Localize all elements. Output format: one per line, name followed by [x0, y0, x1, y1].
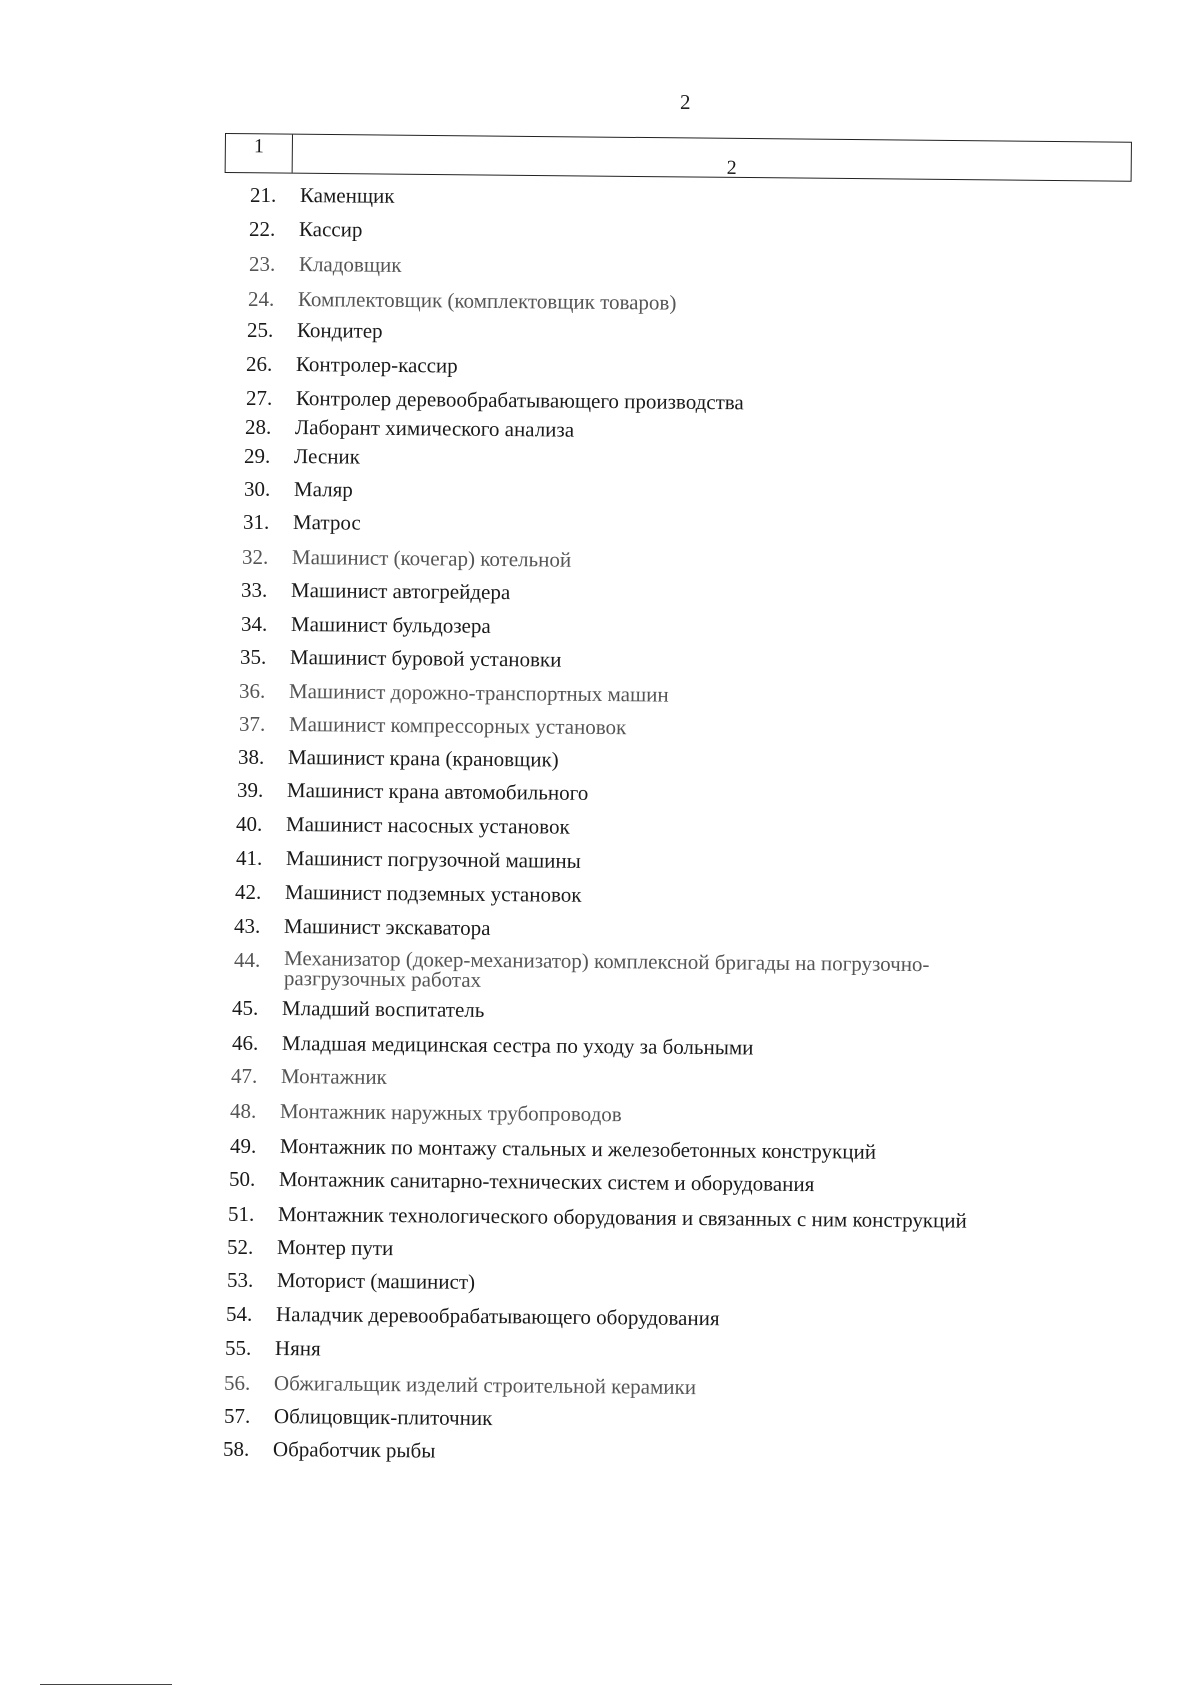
- item-text: Моторист (машинист): [276, 1268, 476, 1294]
- list-item: [248, 287, 677, 315]
- item-number: 35.: [240, 645, 267, 669]
- item-number: 44.: [234, 948, 261, 972]
- list-item: [229, 1167, 815, 1197]
- item-text: Кондитер: [296, 318, 383, 343]
- list-item: [236, 812, 570, 839]
- list-item: [232, 996, 484, 1020]
- list-item: [249, 217, 362, 241]
- list-item: [239, 712, 627, 740]
- list-item: [234, 914, 490, 938]
- item-number: 45.: [232, 996, 259, 1020]
- item-number: 22.: [249, 217, 276, 241]
- item-number: 57.: [224, 1404, 251, 1428]
- item-text: Лесник: [293, 444, 361, 469]
- item-text: Каменщик: [299, 183, 395, 208]
- item-number: 54.: [226, 1302, 253, 1326]
- list-item: [230, 1099, 622, 1127]
- item-number: 58.: [223, 1437, 250, 1461]
- header-cell-col1: 1: [226, 134, 293, 173]
- item-number: 37.: [239, 712, 266, 736]
- item-text: Кладовщик: [298, 252, 402, 277]
- item-text: Монтер пути: [276, 1235, 394, 1261]
- list-item: [244, 444, 360, 468]
- list-item: [236, 846, 581, 873]
- item-number: 42.: [235, 880, 262, 904]
- list-item: [240, 645, 562, 672]
- item-text: Машинист автогрейдера: [290, 578, 511, 605]
- list-item: [246, 386, 744, 415]
- item-text: Няня: [274, 1336, 321, 1361]
- list-item: [226, 1302, 720, 1331]
- item-number: 33.: [241, 578, 268, 602]
- item-number: 39.: [237, 778, 264, 802]
- list-item: [239, 679, 669, 707]
- item-text: Обработчик рыбы: [272, 1437, 436, 1463]
- item-text: Машинист погрузочной машины: [285, 846, 581, 873]
- list-item: [244, 477, 353, 501]
- list-item: [243, 510, 361, 534]
- item-number: 55.: [225, 1336, 252, 1360]
- item-text: Матрос: [292, 510, 361, 535]
- list-item: [234, 946, 1024, 992]
- item-number: 49.: [230, 1134, 257, 1158]
- list-item: [227, 1268, 475, 1292]
- list-item: [247, 318, 383, 342]
- list-item: [249, 252, 402, 276]
- item-text: Кассир: [298, 217, 363, 242]
- item-number: 56.: [224, 1371, 251, 1395]
- list-item: [242, 545, 572, 572]
- item-text: Маляр: [293, 477, 353, 502]
- item-number: 26.: [246, 352, 273, 376]
- list-item: [241, 578, 511, 605]
- item-text: Машинист дорожно-транспортных машин: [288, 679, 669, 707]
- item-text: Младшая медицинская сестра по уходу за больными: [281, 1031, 754, 1060]
- item-number: 53.: [227, 1268, 254, 1292]
- list-item: [245, 415, 575, 442]
- list-item: [225, 1336, 321, 1360]
- item-number: 48.: [230, 1099, 257, 1123]
- list-item: [238, 745, 559, 772]
- list-item: [224, 1404, 493, 1431]
- list-item: [241, 612, 491, 636]
- item-number: 36.: [239, 679, 266, 703]
- item-number: 50.: [229, 1167, 256, 1191]
- header-cell-col2: 2: [726, 156, 737, 179]
- item-text: Младший воспитатель: [281, 996, 485, 1022]
- item-number: 40.: [236, 812, 263, 836]
- item-text: Контролер деревообрабатывающего производства: [295, 386, 744, 415]
- item-number: 28.: [245, 415, 272, 439]
- item-number: 32.: [242, 545, 269, 569]
- item-text: Машинист бульдозера: [290, 612, 491, 638]
- item-text: Монтажник наружных трубопроводов: [279, 1099, 622, 1127]
- item-text: Контролер-кассир: [295, 352, 458, 378]
- item-number: 29.: [244, 444, 271, 468]
- item-text: Комплектовщик (комплектовщик товаров): [297, 287, 677, 315]
- item-number: 46.: [232, 1031, 259, 1055]
- footer-rule: [40, 1684, 172, 1685]
- item-number: 34.: [241, 612, 268, 636]
- item-text: Монтажник: [280, 1064, 387, 1090]
- list-item: [237, 778, 589, 805]
- item-text: Машинист крана автомобильного: [286, 778, 589, 805]
- item-number: 43.: [234, 914, 261, 938]
- item-number: 52.: [227, 1235, 254, 1259]
- item-number: 27.: [246, 386, 273, 410]
- item-number: 23.: [249, 252, 276, 276]
- item-text: Механизатор (докер-механизатор) комплексной бригады на погрузочно-разгрузочных работах: [283, 946, 930, 992]
- list-item: [235, 880, 582, 907]
- item-text: Монтажник по монтажу стальных и железобетонных конструкций: [279, 1134, 877, 1164]
- item-text: Машинист подземных установок: [284, 880, 582, 907]
- item-number: 30.: [244, 477, 271, 501]
- item-number: 25.: [247, 318, 274, 342]
- item-text: Облицовщик-плиточник: [273, 1404, 493, 1431]
- item-text: Обжигальщик изделий строительной керамики: [273, 1371, 697, 1400]
- list-item: [231, 1064, 387, 1088]
- item-text: Монтажник технологического оборудования и связанных с ним конструкций: [277, 1202, 967, 1233]
- list-item: [230, 1134, 877, 1164]
- list-item: [250, 183, 395, 207]
- item-text: Машинист буровой установки: [289, 645, 562, 672]
- item-number: 51.: [228, 1202, 255, 1226]
- list-item: [232, 1031, 754, 1060]
- list-item: [246, 352, 458, 376]
- page-number: 2: [680, 90, 691, 114]
- item-number: 31.: [243, 510, 270, 534]
- item-text: Машинист компрессорных установок: [288, 712, 627, 740]
- item-text: Лаборант химического анализа: [294, 415, 575, 442]
- list-item: [228, 1202, 967, 1233]
- item-text: Машинист экскаватора: [283, 914, 491, 940]
- item-text: Машинист крана (крановщик): [287, 745, 559, 772]
- item-number: 41.: [236, 846, 263, 870]
- list-item: [227, 1235, 393, 1259]
- item-text: Наладчик деревообрабатывающего оборудования: [275, 1302, 720, 1331]
- list-item: [224, 1371, 697, 1400]
- item-number: 21.: [250, 183, 277, 207]
- item-number: 47.: [231, 1064, 258, 1088]
- item-text: Машинист насосных установок: [285, 812, 570, 839]
- item-text: Машинист (кочегар) котельной: [291, 545, 572, 572]
- list-item: [223, 1437, 435, 1461]
- item-text: Монтажник санитарно-технических систем и оборудования: [278, 1167, 815, 1197]
- item-number: 38.: [238, 745, 265, 769]
- item-number: 24.: [248, 287, 275, 311]
